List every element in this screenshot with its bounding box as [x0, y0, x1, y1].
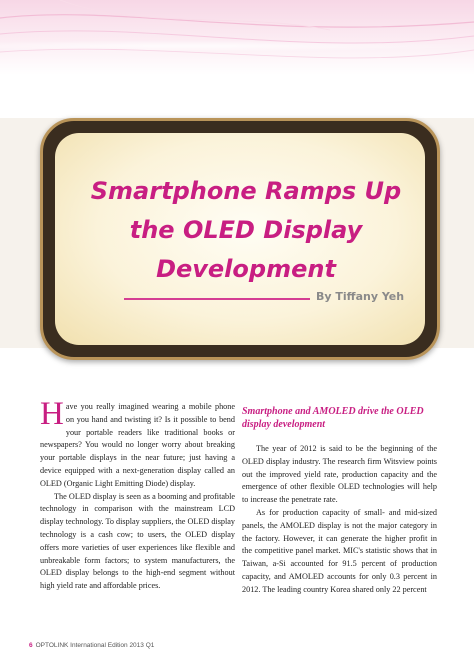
- drop-cap: H: [40, 396, 64, 432]
- body-paragraph: [40, 396, 235, 491]
- body-paragraph: The OLED display is seen as a booming and profitable technology in comparison with the mainstream LCD display technology. To display suppliers, the OLED display technology is a cash cow; to users, the OLED display offers more varieties of user experiences like flexible and unbreakable form factors; to system manufacturers, the OLED display belongs to the high-end segment without high yield rate and affordable prices.: [40, 491, 235, 591]
- paragraph-text: ave you really imagined wearing a mobile phone on you hand and twisting it? Is it possible to bend your portable readers like traditional books or newspapers? You would no longer worry about breaking your portable displays in the near future; just having a device equipped with a next-generation display called an OLED (Organic Light Emitting Diode) display.: [40, 402, 235, 488]
- left-column: [40, 396, 235, 593]
- publication-name: OPTOLINK International Edition 2013 Q1: [35, 642, 155, 649]
- right-column: [242, 401, 437, 597]
- article-title: Smartphone Ramps Up the OLED Display Development: [90, 177, 402, 283]
- article-byline: By Tiffany Yeh: [316, 290, 405, 303]
- page-footer: [29, 642, 154, 649]
- body-paragraph: As for production capacity of small- and mid-sized panels, the AMOLED display is not the major category in the factory. However, it can generate the higher profit in the competitive panel market. MIC's statistic shows that in Taiwan, a-Si accounted for 91.5 percent of production capacity, and AMOLED accounts for only 0.3 percent in 2012. The leading country Korea shared only 22 percent: [242, 507, 437, 594]
- section-subheading: Smartphone and AMOLED drive the OLED display development: [242, 406, 424, 430]
- page-number: 6: [29, 642, 33, 649]
- body-paragraph: The year of 2012 is said to be the beginning of the OLED display industry. The research firm Witsview points out the improved yield rate, production capacity and the emergence of other flexible OLED technologies will help to increase the penetrate rate.: [242, 444, 437, 505]
- byline-rule: [124, 298, 310, 300]
- decorative-swirl-lines: [0, 0, 474, 110]
